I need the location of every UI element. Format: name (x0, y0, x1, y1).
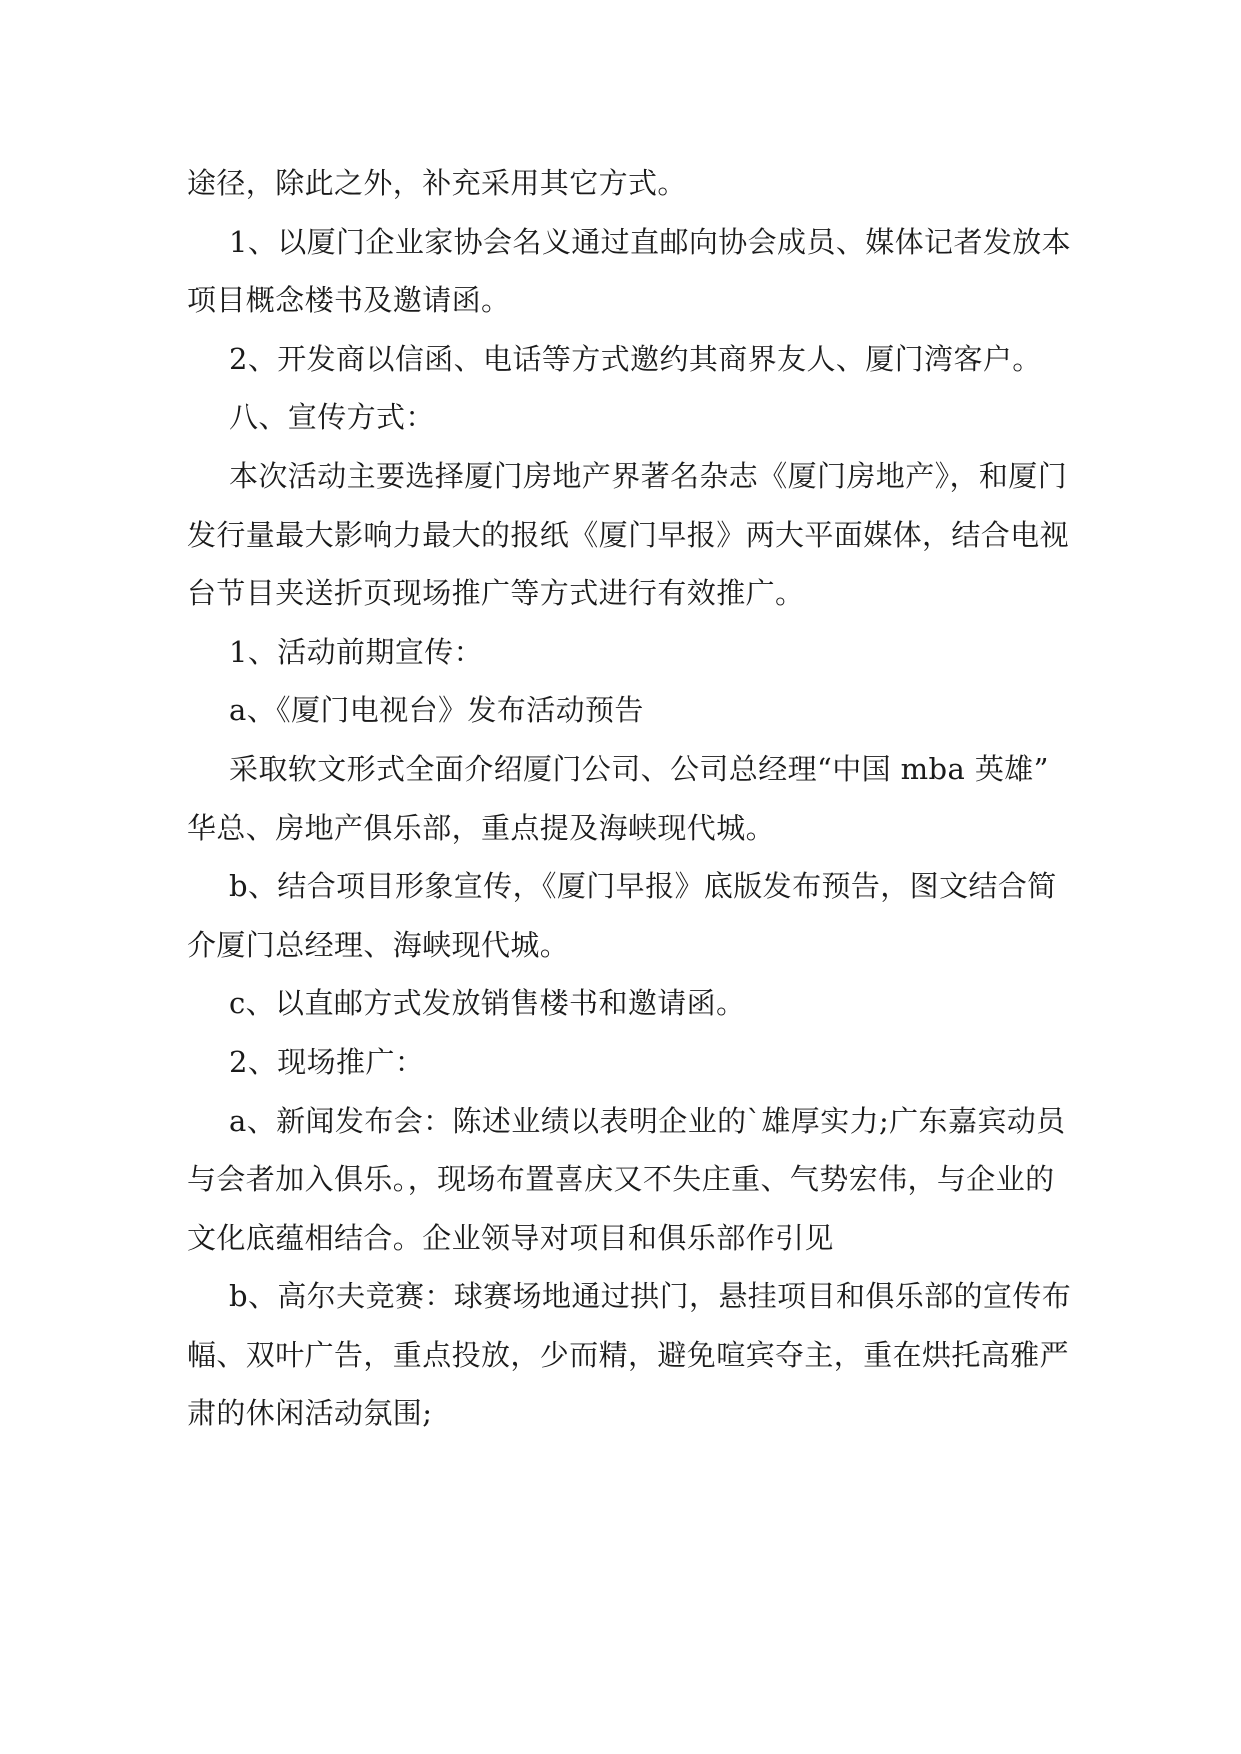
paragraph-line: 肃的休闲活动氛围; (187, 1396, 433, 1431)
paragraph-line: 途径，除此之外，补充采用其它方式。 (187, 166, 687, 200)
subsection-heading: 1、活动前期宣传： (229, 634, 484, 669)
paragraph-line: 华总、房地产俱乐部，重点提及海峡现代城。 (187, 810, 776, 845)
document-body (187, 154, 1072, 1443)
subsection-heading: 2、现场推广： (229, 1044, 425, 1079)
section-heading: 八、宣传方式： (229, 400, 435, 435)
list-item: b、结合项目形象宣传，《厦门早报》底版发布预告，图文结合简 (229, 869, 1057, 904)
list-item: b、高尔夫竞赛：球赛场地通过拱门，悬挂项目和俱乐部的宣传布 (229, 1279, 1072, 1314)
paragraph-line: 采取软文形式全面介绍厦门公司、公司总经理“中国 mba 英雄” (229, 751, 1049, 786)
paragraph-line: 文化底蕴相结合。企业领导对项目和俱乐部作引见 (187, 1220, 834, 1255)
paragraph-line: 台节目夹送折页现场推广等方式进行有效推广。 (187, 576, 805, 611)
list-item: a、新闻发布会：陈述业绩以表明企业的`雄厚实力;广东嘉宾动员 (229, 1103, 1066, 1138)
paragraph-line: 2、开发商以信函、电话等方式邀约其商界友人、厦门湾客户。 (229, 341, 1042, 376)
paragraph-line: 幅、双叶广告，重点投放，少而精，避免喧宾夺主，重在烘托高雅严 (187, 1337, 1070, 1372)
paragraph-line: 本次活动主要选择厦门房地产界著名杂志《厦门房地产》，和厦门 (229, 458, 1068, 493)
list-item: c、以直邮方式发放销售楼书和邀请函。 (229, 986, 746, 1021)
paragraph-line: 1、以厦门企业家协会名义通过直邮向协会成员、媒体记者发放本 (229, 224, 1072, 259)
paragraph-line: 介厦门总经理、海峡现代城。 (187, 927, 570, 962)
paragraph-line: 项目概念楼书及邀请函。 (187, 283, 511, 318)
paragraph-line: 发行量最大影响力最大的报纸《厦门早报》两大平面媒体，结合电视 (187, 517, 1070, 552)
paragraph-line: 与会者加入俱乐。，现场布置喜庆又不失庄重、气势宏伟，与企业的 (187, 1162, 1055, 1197)
list-item: a、《厦门电视台》发布活动预告 (229, 693, 644, 728)
